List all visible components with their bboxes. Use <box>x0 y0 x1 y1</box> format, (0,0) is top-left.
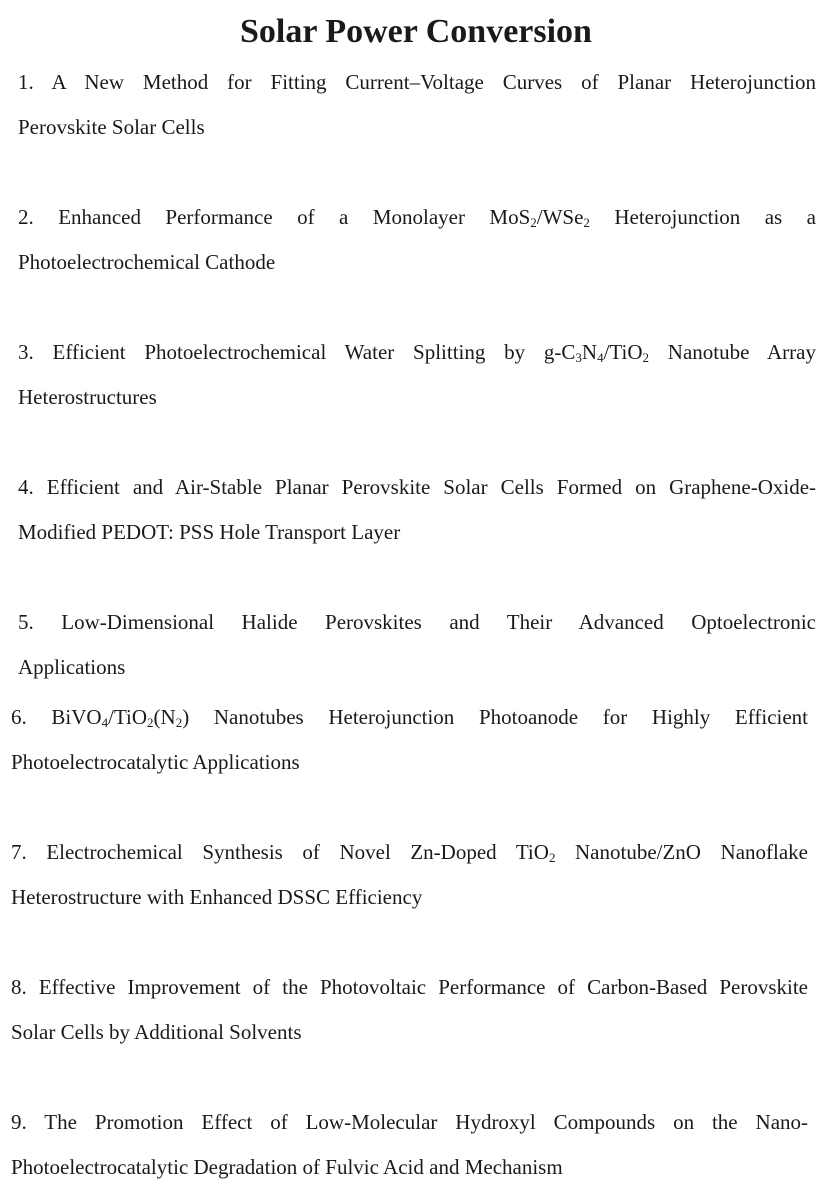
entry-title-line2: Applications <box>18 655 126 679</box>
entry-number: 9. <box>11 1110 27 1134</box>
page-title: Solar Power Conversion <box>240 13 592 50</box>
entry-title-line2: Photoelectrocatalytic Degradation of Fulvic Acid and Mechanism <box>11 1155 563 1179</box>
entry-line <box>18 330 816 375</box>
subscript: 2 <box>583 215 590 230</box>
entry-title-line2: Photoelectrochemical Cathode <box>18 250 276 274</box>
subscript: 2 <box>548 850 556 865</box>
entry-title-part: Heterojunction as a <box>589 205 816 229</box>
entry-line <box>18 465 816 510</box>
subscript: 3 <box>575 350 582 365</box>
entry-title-line2: Photoelectrocatalytic Applications <box>11 750 300 774</box>
entry-title-part: /TiO <box>603 340 643 364</box>
entry-title-part: Nanotube Array <box>649 340 816 364</box>
entry-title-part: ) Nanotubes Heterojunction Photoanode for Highly Efficient <box>182 705 809 729</box>
entry-title-line1: Low-Dimensional Halide Perovskites and Their Advanced Optoelectronic <box>61 610 816 634</box>
subscript: 2 <box>147 715 154 730</box>
entry-title-part: Enhanced Performance of a Monolayer MoS <box>58 205 531 229</box>
entry-title-part: N <box>581 340 598 364</box>
list-item <box>11 1100 808 1190</box>
entry-title-line2: Heterostructures <box>18 385 157 409</box>
entry-title-part: /WSe <box>536 205 584 229</box>
entry-title-part: Electrochemical Synthesis of Novel Zn-Doped TiO <box>46 840 549 864</box>
list-item <box>18 195 816 285</box>
list-item <box>11 695 808 785</box>
entry-title-line1: Effective Improvement of the Photovoltaic Performance of Carbon-Based Perovskite <box>38 975 808 999</box>
entry-line <box>18 195 816 240</box>
subscript: 4 <box>101 715 109 730</box>
entry-number: 7. <box>11 840 27 864</box>
entry-number: 8. <box>11 975 27 999</box>
entry-line <box>11 965 808 1010</box>
entry-number: 2. <box>18 205 34 229</box>
entry-title-part: Efficient Photoelectrochemical Water Splitting by g-C <box>52 340 576 364</box>
list-item <box>11 965 808 1055</box>
entry-title-line2: Heterostructure with Enhanced DSSC Efficiency <box>11 885 423 909</box>
entry-title-line1: The Promotion Effect of Low-Molecular Hydroxyl Compounds on the Nano- <box>44 1110 809 1134</box>
entry-number: 4. <box>18 475 34 499</box>
entry-number: 3. <box>18 340 34 364</box>
entry-line <box>11 695 808 740</box>
entry-title-line2: Perovskite Solar Cells <box>18 115 205 139</box>
entry-number: 1. <box>18 70 34 94</box>
list-item <box>11 830 808 920</box>
entry-title-line1: A New Method for Fitting Current–Voltage Curves of Planar Heterojunction <box>51 70 816 94</box>
entry-line <box>11 830 808 875</box>
entry-line <box>18 60 816 105</box>
subscript: 2 <box>642 350 650 365</box>
subscript: 4 <box>597 350 604 365</box>
list-item <box>18 600 816 690</box>
entry-title-line2: Modified PEDOT: PSS Hole Transport Layer <box>18 520 401 544</box>
subscript: 2 <box>530 215 537 230</box>
entry-number: 6. <box>11 705 27 729</box>
entry-number: 5. <box>18 610 34 634</box>
list-item <box>18 465 816 555</box>
subscript: 2 <box>175 715 183 730</box>
entry-title-part: (N <box>153 705 176 729</box>
entry-line <box>18 600 816 645</box>
entry-title-part: BiVO <box>51 705 102 729</box>
list-item <box>18 330 816 420</box>
entry-title-part: Nanotube/ZnO Nanoflake <box>555 840 808 864</box>
list-item <box>18 60 816 150</box>
entry-line <box>11 1100 808 1145</box>
entry-title-part: /TiO <box>108 705 148 729</box>
entry-title-line1: Efficient and Air-Stable Planar Perovskite Solar Cells Formed on Graphene-Oxide- <box>46 475 817 499</box>
entry-title-line2: Solar Cells by Additional Solvents <box>11 1020 302 1044</box>
